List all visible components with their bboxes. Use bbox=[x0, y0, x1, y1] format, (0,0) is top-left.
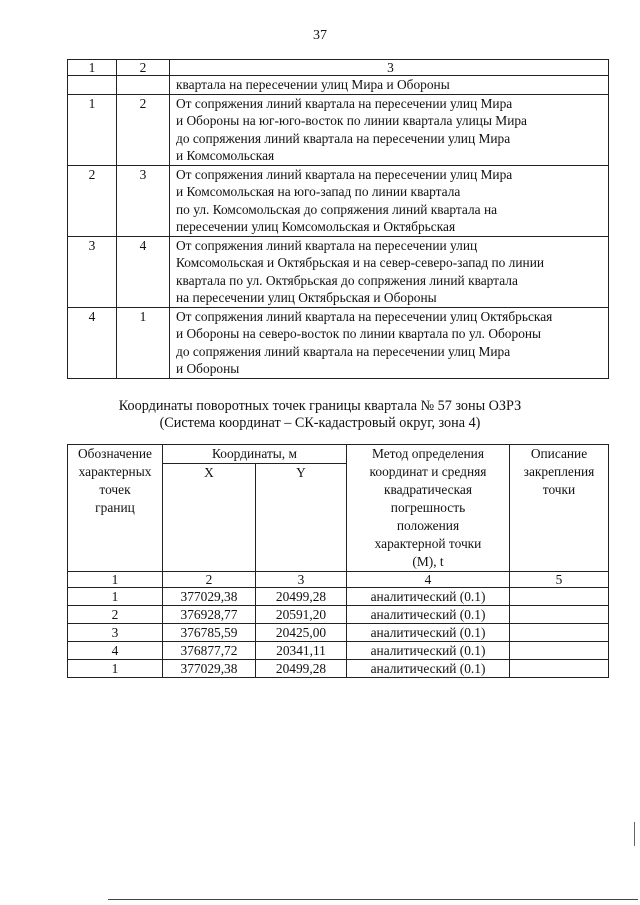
point-id: 1 bbox=[68, 588, 163, 606]
segment-from: 2 bbox=[68, 165, 117, 236]
header-method: Метод определения координат и средняя квадратическая погрешность положения характерной точки (М), t bbox=[347, 445, 510, 572]
description-line: и Комсомольская bbox=[176, 148, 275, 163]
description-line: квартала по ул. Октябрьская до сопряжения линий квартала bbox=[176, 272, 518, 288]
table-row bbox=[68, 94, 609, 165]
coord-y: 20499,28 bbox=[256, 588, 347, 606]
header-col-1: 1 bbox=[68, 60, 117, 76]
column-number: 1 bbox=[68, 572, 163, 588]
description-line: пересечении улиц Комсомольская и Октябрьская bbox=[176, 219, 456, 234]
segment-description bbox=[170, 236, 609, 307]
table-row bbox=[68, 642, 609, 660]
column-number: 5 bbox=[510, 572, 609, 588]
table-row bbox=[68, 624, 609, 642]
description-line: до сопряжения линий квартала на пересечении улиц Мира bbox=[176, 343, 511, 359]
method: аналитический (0.1) bbox=[347, 642, 510, 660]
point-id: 2 bbox=[68, 606, 163, 624]
column-number: 4 bbox=[347, 572, 510, 588]
coords-caption-title: Координаты поворотных точек границы квартала № 57 зоны ОЗРЗ bbox=[118, 398, 522, 414]
point-id: 1 bbox=[68, 660, 163, 678]
coord-y: 20341,11 bbox=[256, 642, 347, 660]
coord-y: 20425,00 bbox=[256, 624, 347, 642]
column-number-row bbox=[68, 572, 609, 588]
coord-y: 20499,28 bbox=[256, 660, 347, 678]
fixing-description bbox=[510, 624, 609, 642]
header-col-3: 3 bbox=[170, 60, 609, 76]
description-line: и Обороны на северо-восток по линии квартала по ул. Обороны bbox=[176, 326, 542, 341]
fixing-description bbox=[510, 642, 609, 660]
scan-edge-mark bbox=[634, 822, 635, 846]
segment-to: 2 bbox=[117, 94, 170, 165]
description-line: до сопряжения линий квартала на пересечении улиц Мира bbox=[176, 130, 511, 146]
segment-description bbox=[170, 165, 609, 236]
header-col-2: 2 bbox=[117, 60, 170, 76]
point-id: 3 bbox=[68, 624, 163, 642]
header-coordinates: Координаты, м bbox=[163, 445, 347, 464]
description-line: и Обороны на юг-юго-восток по линии квартала улицы Мира bbox=[176, 113, 527, 128]
bottom-rule bbox=[108, 899, 638, 900]
column-number: 2 bbox=[163, 572, 256, 588]
table-header-row bbox=[68, 445, 609, 464]
description-line: Комсомольская и Октябрьская и на север-северо-запад по линии bbox=[176, 255, 545, 270]
segment-to: 1 bbox=[117, 307, 170, 378]
fixing-description bbox=[510, 660, 609, 678]
table-row bbox=[68, 606, 609, 624]
coord-x: 377029,38 bbox=[163, 660, 256, 678]
description-line: От сопряжения линий квартала на пересечении улиц bbox=[176, 237, 478, 253]
segment-from: 3 bbox=[68, 236, 117, 307]
boundary-segments-table bbox=[67, 59, 609, 379]
coordinates-table bbox=[67, 444, 609, 678]
coords-caption-system: (Система координат – СК-кадастровый округ, зона 4) bbox=[159, 415, 481, 431]
segment-description bbox=[170, 307, 609, 378]
table-row bbox=[68, 236, 609, 307]
page-number: 37 bbox=[313, 28, 327, 43]
method: аналитический (0.1) bbox=[347, 624, 510, 642]
continuation-row bbox=[68, 76, 609, 95]
coord-x: 376928,77 bbox=[163, 606, 256, 624]
method: аналитический (0.1) bbox=[347, 606, 510, 624]
description-line: на пересечении улиц Октябрьская и Обороны bbox=[176, 290, 437, 305]
description-line: От сопряжения линий квартала на пересечении улиц Мира bbox=[176, 166, 513, 182]
method: аналитический (0.1) bbox=[347, 660, 510, 678]
segment-from: 1 bbox=[68, 94, 117, 165]
table-row bbox=[68, 660, 609, 678]
table-row bbox=[68, 165, 609, 236]
header-point-designation: Обозначение характерных точек границ bbox=[68, 445, 163, 572]
description-line: и Обороны bbox=[176, 361, 240, 376]
segment-from: 4 bbox=[68, 307, 117, 378]
table-row bbox=[68, 307, 609, 378]
column-number: 3 bbox=[256, 572, 347, 588]
coord-x: 376877,72 bbox=[163, 642, 256, 660]
description-line: От сопряжения линий квартала на пересечении улиц Октябрьская bbox=[176, 308, 553, 324]
table-row bbox=[68, 588, 609, 606]
header-y: Y bbox=[256, 463, 347, 571]
fixing-description bbox=[510, 588, 609, 606]
method: аналитический (0.1) bbox=[347, 588, 510, 606]
fixing-description bbox=[510, 606, 609, 624]
coord-y: 20591,20 bbox=[256, 606, 347, 624]
segment-to: 3 bbox=[117, 165, 170, 236]
header-fixing-description: Описание закрепления точки bbox=[510, 445, 609, 572]
coord-x: 377029,38 bbox=[163, 588, 256, 606]
continuation-text: квартала на пересечении улиц Мира и Обороны bbox=[170, 76, 609, 95]
segment-description bbox=[170, 94, 609, 165]
coord-x: 376785,59 bbox=[163, 624, 256, 642]
segment-to: 4 bbox=[117, 236, 170, 307]
table-header-row bbox=[68, 60, 609, 76]
description-line: по ул. Комсомольская до сопряжения линий квартала на bbox=[176, 201, 498, 217]
header-x: X bbox=[163, 463, 256, 571]
point-id: 4 bbox=[68, 642, 163, 660]
description-line: От сопряжения линий квартала на пересечении улиц Мира bbox=[176, 95, 513, 111]
description-line: и Комсомольская на юго-запад по линии квартала bbox=[176, 184, 461, 199]
